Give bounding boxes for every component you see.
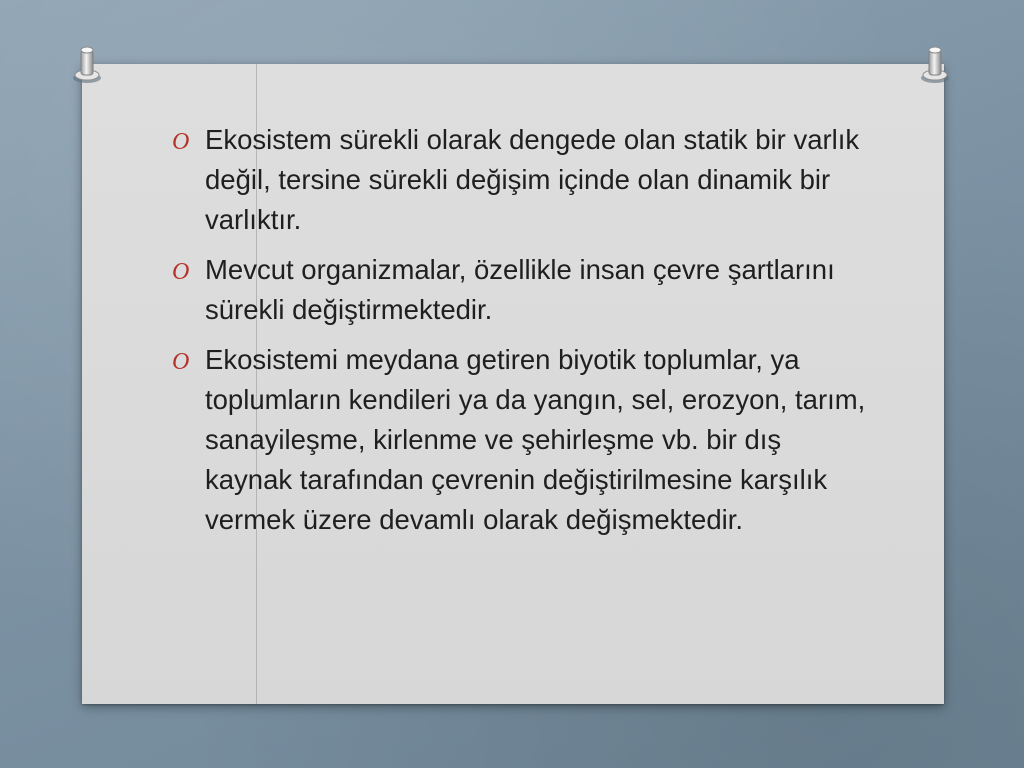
bullet-list bbox=[172, 120, 872, 550]
bullet-marker-icon: O bbox=[172, 259, 190, 285]
bullet-item bbox=[172, 340, 872, 540]
bullet-marker-icon: O bbox=[172, 349, 190, 375]
pushpin-icon bbox=[918, 40, 952, 84]
bullet-text: Ekosistem sürekli olarak dengede olan statik bir varlık değil, tersine sürekli değişim içinde olan dinamik bir varlıktır. bbox=[205, 124, 860, 235]
bullet-marker-icon: O bbox=[172, 129, 190, 155]
bullet-item bbox=[172, 120, 872, 240]
bullet-text: Mevcut organizmalar, özellikle insan çevre şartlarını sürekli değiştirmektedir. bbox=[205, 254, 835, 325]
bullet-text: Ekosistemi meydana getiren biyotik toplumlar, ya toplumların kendileri ya da yangın, sel, erozyon, tarım, sanayileşme, kirlenme ve şehirleşme vb. bir dış kaynak tarafından çevrenin değiştirilmesine karşılık vermek üzere devamlı olarak değişmektedir. bbox=[205, 344, 866, 535]
pushpin-icon bbox=[70, 40, 104, 84]
bullet-item bbox=[172, 250, 872, 330]
